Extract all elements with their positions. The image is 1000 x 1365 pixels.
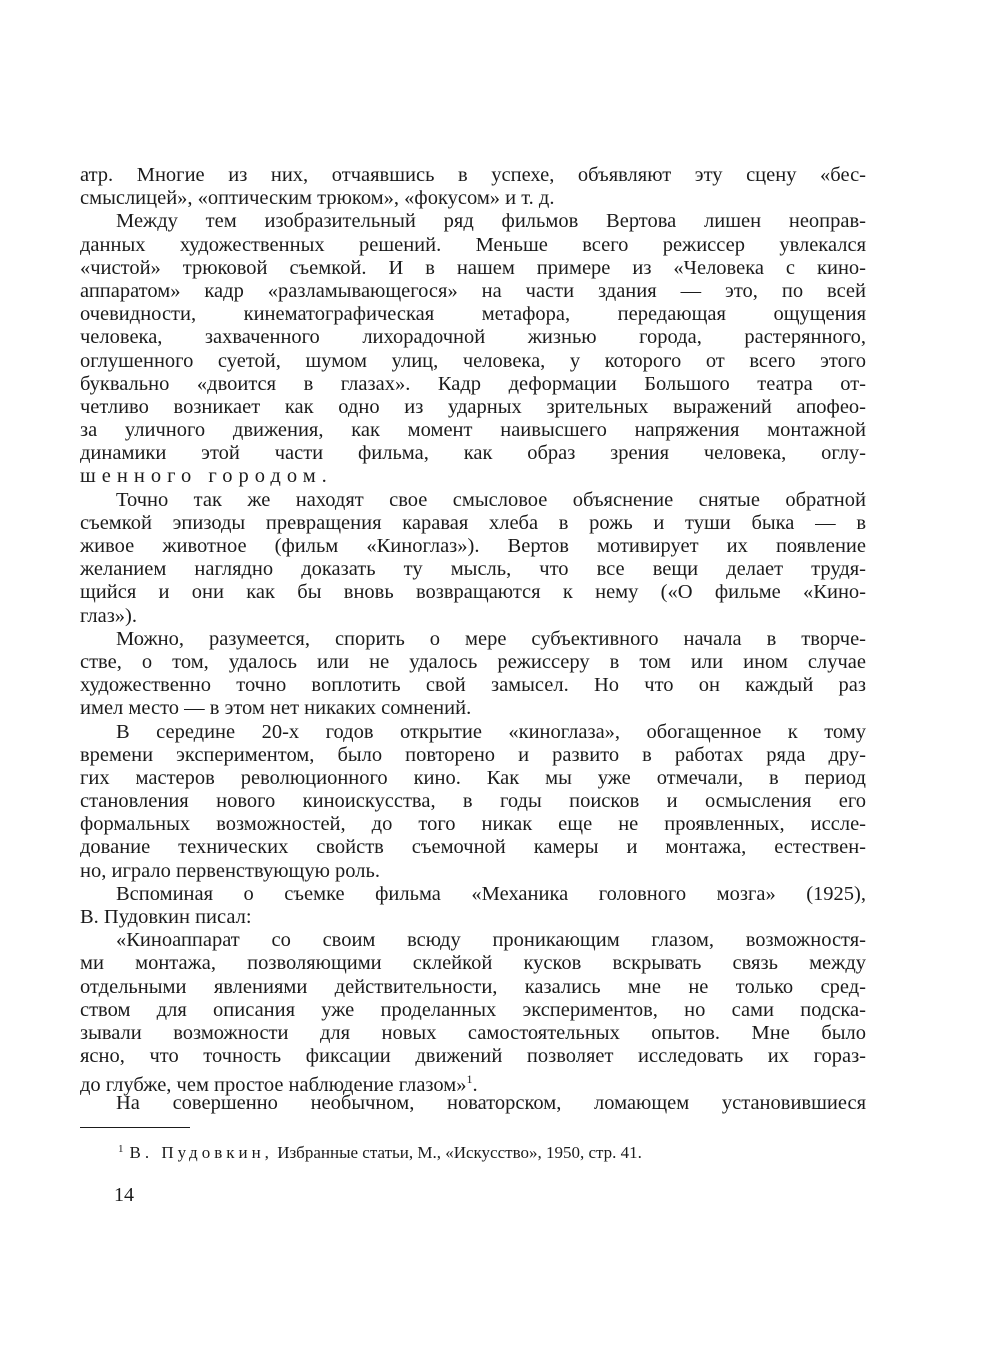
text-line: аппаратом» кадр «разламывающегося» на части здания — это, по всей xyxy=(80,279,866,302)
text-line: В. Пудовкин писал: xyxy=(80,906,252,928)
period: . xyxy=(472,1074,478,1097)
text-line: «Киноаппарат со своим всюду проникающим глазом, возможностя- xyxy=(116,929,866,952)
text-line: стве, о том, удалось или не удалось режиссеру в том или ином случае xyxy=(80,650,866,673)
text-line: четливо возникает как одно из ударных зрительных выражений апофео- xyxy=(80,395,866,418)
footnote-reference: 1 xyxy=(466,1072,473,1087)
text-line: съемкой эпизоды превращения каравая хлеба в рожь и туши быка — в xyxy=(80,511,866,534)
text-line: гих мастеров революционного кино. Как мы уже отмечали, в период xyxy=(80,766,866,789)
text-line: динамики этой части фильма, как образ зрения человека, оглу- xyxy=(80,442,866,465)
text-line xyxy=(80,1068,866,1097)
text-line: художественно точно воплотить свой замысел. Но что он каждый раз xyxy=(80,674,866,697)
text-line: зывали возможности для новых самостоятельных опытов. Мне было xyxy=(80,1021,866,1044)
text-line: Вспоминая о съемке фильма «Механика головного мозга» (1925), xyxy=(116,882,866,905)
quote-end: до глубже, чем простое наблюдение глазом» xyxy=(80,1074,467,1097)
text-line: формальных возможностей, до того никак еще не проявленных, иссле- xyxy=(80,813,866,836)
text-line: становления нового киноискусства, в годы поисков и осмысления его xyxy=(80,790,866,813)
text-line: В середине 20-х годов открытие «киноглаза», обогащенное к тому xyxy=(116,720,866,743)
text-line: оглушенного суетой, шумом улиц, человека, у которого от всего этого xyxy=(80,349,866,372)
footnote xyxy=(118,1138,642,1164)
text-line: Между тем изобразительный ряд фильмов Вертова лишен неоправ- xyxy=(116,210,866,233)
text-line: буквально «двоится в глазах». Кадр деформации Большого театра от- xyxy=(80,372,866,395)
text-line: желанием наглядно доказать ту мысль, что все вещи делает трудя- xyxy=(80,558,866,581)
text-line: щийся и они как бы вновь возвращаются к нему («О фильме «Кино- xyxy=(80,581,866,604)
text-line: ясно, что точность фиксации движений позволяет исследовать их гораз- xyxy=(80,1045,866,1068)
text-line: за уличного движения, как момент наивысшего напряжения монтажной xyxy=(80,419,866,442)
text-line: ством для описания уже проделанных экспериментов, но сами подска- xyxy=(80,998,866,1021)
text-line: имел место — в этом нет никаких сомнений. xyxy=(80,697,472,720)
body-text xyxy=(80,164,866,1115)
text-line: данных художественных решений. Меньше всего режиссер увлекался xyxy=(80,233,866,256)
text-line: глаз»). xyxy=(80,604,137,627)
text-line: атр. Многие из них, отчаявшись в успехе, объявляют эту сцену «бес- xyxy=(80,164,866,186)
footnote-text: Избранные статьи, М., «Искусство», 1950, стр. 41. xyxy=(277,1143,642,1162)
footnote-author: В. Пудовкин, xyxy=(129,1143,273,1162)
text-line: Можно, разумеется, спорить о мере субъективного начала в творче- xyxy=(116,627,866,650)
text-line: времени экспериментом, было повторено и развито в работах ряда дру- xyxy=(80,743,866,766)
text-line: отдельными явлениями действительности, казались мне не только сред- xyxy=(80,975,866,998)
text-line: смыслицей», «оптическим трюком», «фокусом» и т. д. xyxy=(80,187,555,210)
text-line: шенного городом. xyxy=(80,465,333,488)
text-line: человека, захваченного лихорадочной жизнью города, растерянного, xyxy=(80,326,866,349)
text-line: ми монтажа, позволяющими склейкой кусков вскрывать связь между xyxy=(80,952,866,975)
text-line: живое животное (фильм «Киноглаз»). Вертов мотивирует их появление xyxy=(80,535,866,557)
footnote-marker: 1 xyxy=(118,1143,124,1155)
page-number: 14 xyxy=(114,1184,134,1206)
text-line: дование технических свойств съемочной камеры и монтажа, естествен- xyxy=(80,836,866,859)
text-line: но, играло первенствующую роль. xyxy=(80,859,380,882)
text-line: очевидности, кинематографическая метафора, передающая ощущения xyxy=(80,303,866,326)
text-line: Точно так же находят свое смысловое объяснение снятые обратной xyxy=(116,488,866,511)
text-line: На совершенно необычном, новаторском, ломающем установившиеся xyxy=(116,1091,866,1114)
footnote-divider xyxy=(80,1127,190,1128)
text-line: «чистой» трюковой съемкой. И в нашем примере из «Человека с кино- xyxy=(80,256,866,279)
